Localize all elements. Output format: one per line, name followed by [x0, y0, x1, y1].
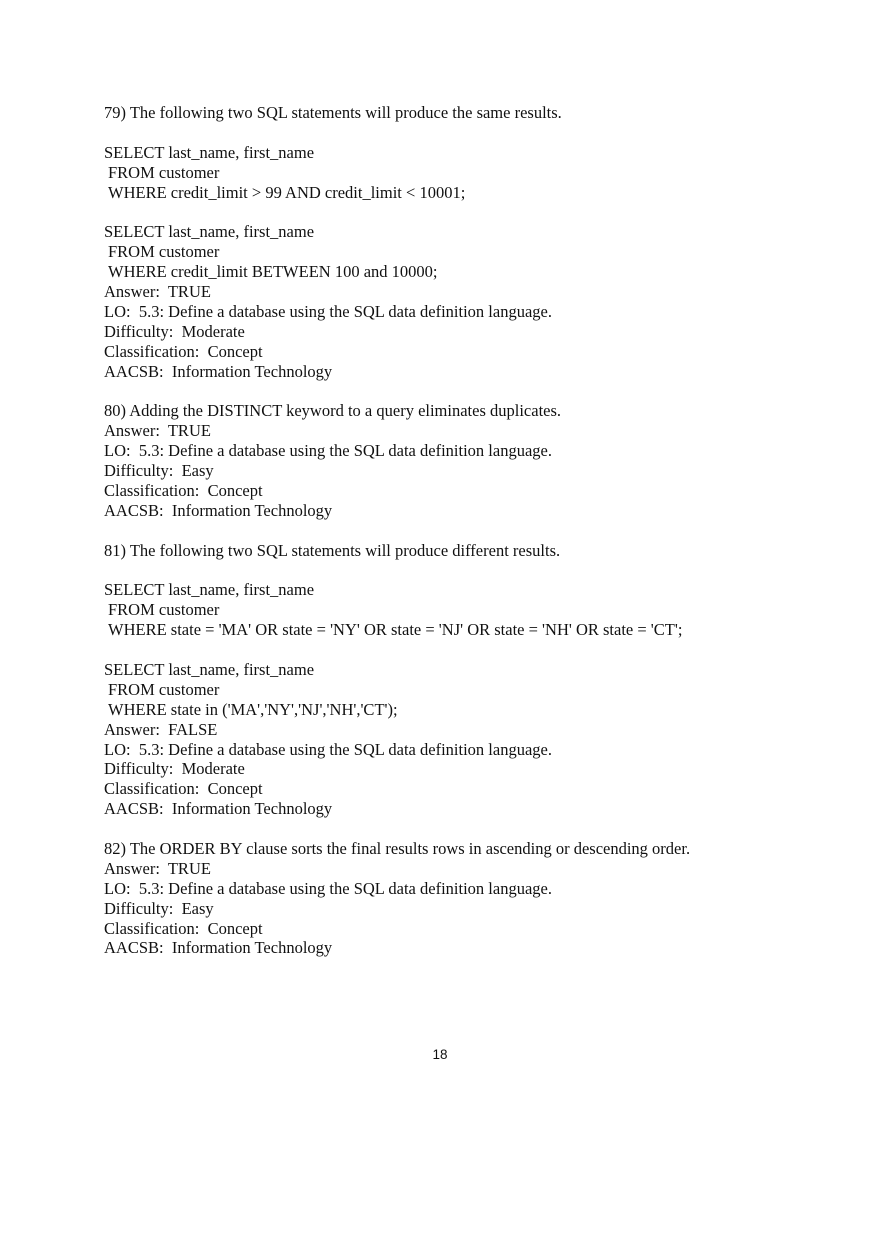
answer: Answer: FALSE	[104, 719, 218, 739]
sql-line: FROM customer	[108, 242, 220, 262]
classification: Classification: Concept	[104, 341, 263, 361]
sql-statement-b	[104, 222, 844, 282]
question-prompt: 79) The following two SQL statements will produce the same results.	[104, 103, 562, 122]
sql-line: SELECT last_name, first_name	[104, 580, 315, 600]
aacsb: AACSB: Information Technology	[104, 500, 333, 520]
spacer	[104, 381, 844, 401]
answer: Answer: TRUE	[104, 421, 211, 441]
sql-statement-a	[104, 143, 844, 203]
spacer	[104, 521, 844, 541]
aacsb: AACSB: Information Technology	[104, 361, 333, 381]
answer: Answer: TRUE	[104, 282, 211, 302]
spacer	[104, 560, 844, 580]
document-body	[104, 103, 844, 958]
question-prompt: 80) Adding the DISTINCT keyword to a query eliminates duplicates.	[104, 401, 562, 421]
spacer	[104, 123, 844, 143]
sql-line: WHERE state = 'MA' OR state = 'NY' OR state = 'NJ' OR state = 'NH' OR state = 'CT';	[108, 620, 683, 640]
sql-line: SELECT last_name, first_name	[104, 142, 315, 162]
difficulty: Difficulty: Easy	[104, 898, 214, 918]
sql-line: SELECT last_name, first_name	[104, 659, 315, 679]
aacsb: AACSB: Information Technology	[104, 799, 333, 819]
question-80	[104, 401, 844, 520]
spacer	[104, 819, 844, 839]
aacsb: AACSB: Information Technology	[104, 938, 333, 958]
question-prompt: 82) The ORDER BY clause sorts the final results rows in ascending or descending order.	[104, 838, 691, 858]
sql-line: WHERE state in ('MA','NY','NJ','NH','CT');	[108, 699, 398, 719]
question-prompt: 81) The following two SQL statements will produce different results.	[104, 540, 561, 560]
learning-objective: LO: 5.3: Define a database using the SQL data definition language.	[104, 739, 552, 759]
learning-objective: LO: 5.3: Define a database using the SQL data definition language.	[104, 878, 552, 898]
question-79	[104, 103, 844, 381]
difficulty: Difficulty: Easy	[104, 461, 214, 481]
spacer	[104, 202, 844, 222]
sql-line: FROM customer	[108, 600, 220, 620]
answer: Answer: TRUE	[104, 858, 211, 878]
question-82	[104, 839, 844, 958]
sql-statement-a	[104, 580, 844, 640]
classification: Classification: Concept	[104, 480, 263, 500]
difficulty: Difficulty: Moderate	[104, 321, 245, 341]
classification: Classification: Concept	[104, 779, 263, 799]
sql-line: WHERE credit_limit BETWEEN 100 and 10000;	[108, 262, 438, 282]
spacer	[104, 640, 844, 660]
page-number: 18	[432, 1047, 448, 1062]
sql-line: WHERE credit_limit > 99 AND credit_limit < 10001;	[108, 182, 466, 202]
sql-statement-b	[104, 660, 844, 720]
classification: Classification: Concept	[104, 918, 263, 938]
question-81	[104, 541, 844, 819]
difficulty: Difficulty: Moderate	[104, 759, 245, 779]
learning-objective: LO: 5.3: Define a database using the SQL data definition language.	[104, 441, 552, 461]
sql-line: FROM customer	[108, 162, 220, 182]
sql-line: FROM customer	[108, 679, 220, 699]
sql-line: SELECT last_name, first_name	[104, 222, 315, 242]
learning-objective: LO: 5.3: Define a database using the SQL data definition language.	[104, 301, 552, 321]
